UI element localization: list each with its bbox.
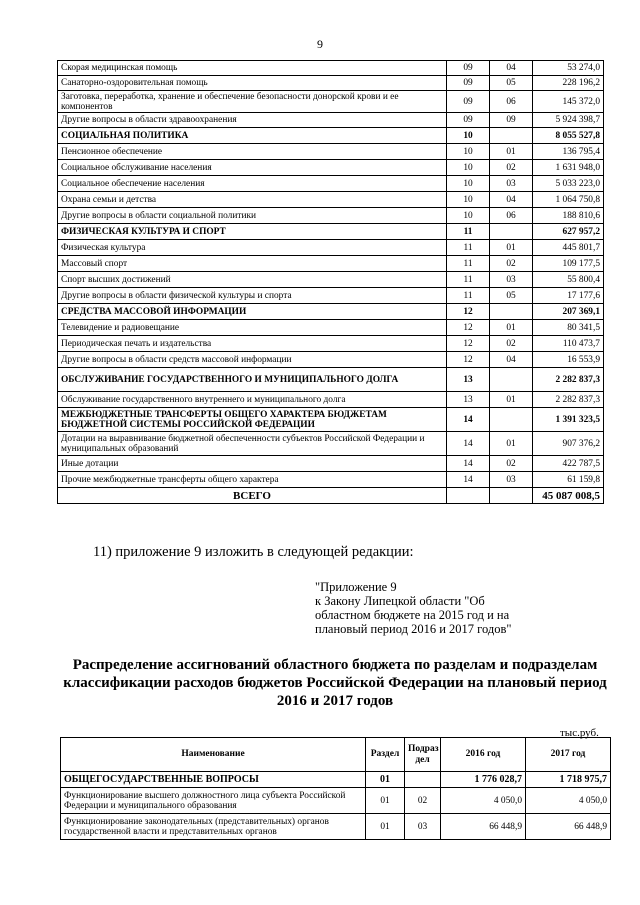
row-razdel: 12: [447, 304, 490, 320]
row-name: Физическая культура: [58, 240, 447, 256]
row-podrazdel: 06: [490, 208, 533, 224]
row-name: ФИЗИЧЕСКАЯ КУЛЬТУРА И СПОРТ: [58, 224, 447, 240]
table-row: [61, 772, 611, 788]
row-podrazdel: 02: [490, 456, 533, 472]
row-name: Другие вопросы в области здравоохранения: [58, 113, 447, 128]
row-podrazdel: 05: [490, 288, 533, 304]
row-podrazdel: [490, 224, 533, 240]
row-podrazdel: 01: [490, 320, 533, 336]
row-podrazdel: 04: [490, 61, 533, 76]
table-row: [58, 113, 604, 128]
table-row: [58, 160, 604, 176]
row-podrazdel: 01: [490, 240, 533, 256]
table-row: [61, 814, 611, 840]
row-razdel: 11: [447, 288, 490, 304]
table-row: [58, 432, 604, 456]
row-name: Функционирование высшего должностного лица субъекта Российской Федерации и муниципального образования: [61, 788, 366, 814]
row-amount: 145 372,0: [533, 91, 604, 113]
row-name: Охрана семьи и детства: [58, 192, 447, 208]
budget-table-2016-2017: [60, 737, 611, 840]
row-razdel: 10: [447, 176, 490, 192]
table-row: [58, 408, 604, 432]
row-name: Социальное обеспечение населения: [58, 176, 447, 192]
row-amount: 80 341,5: [533, 320, 604, 336]
appendix-line: к Закону Липецкой области "Об: [315, 594, 485, 608]
header-name: Наименование: [61, 738, 366, 772]
row-razdel: 11: [447, 272, 490, 288]
row-razdel: 10: [447, 208, 490, 224]
header-2017: 2017 год: [526, 738, 611, 772]
row-razdel: 01: [366, 788, 405, 814]
row-razdel: 01: [366, 772, 405, 788]
table-row: [58, 336, 604, 352]
row-amount: 1 631 948,0: [533, 160, 604, 176]
row-razdel: 09: [447, 91, 490, 113]
row-podrazdel: 02: [490, 336, 533, 352]
row-podrazdel: 09: [490, 113, 533, 128]
row-podrazdel: [490, 128, 533, 144]
table-row: [58, 76, 604, 91]
row-amount: 8 055 527,8: [533, 128, 604, 144]
appendix-line: "Приложение 9: [315, 580, 397, 594]
row-podrazdel: 06: [490, 91, 533, 113]
row-amount: 5 924 398,7: [533, 113, 604, 128]
table-row: [58, 304, 604, 320]
table-row: [58, 392, 604, 408]
table-row: [58, 320, 604, 336]
row-razdel: 14: [447, 408, 490, 432]
row-name: Телевидение и радиовещание: [58, 320, 447, 336]
row-podrazdel: [405, 772, 441, 788]
row-2017: 66 448,9: [526, 814, 611, 840]
row-name: Санаторно-оздоровительная помощь: [58, 76, 447, 91]
row-podrazdel: 05: [490, 76, 533, 91]
table-row: [61, 788, 611, 814]
row-amount: 109 177,5: [533, 256, 604, 272]
table-row: [58, 368, 604, 392]
row-podrazdel: 01: [490, 432, 533, 456]
row-razdel: 01: [366, 814, 405, 840]
row-name: Другие вопросы в области социальной политики: [58, 208, 447, 224]
row-razdel: 12: [447, 320, 490, 336]
row-amount: 53 274,0: [533, 61, 604, 76]
row-amount: 627 957,2: [533, 224, 604, 240]
row-name: Другие вопросы в области средств массовой информации: [58, 352, 447, 368]
row-amount: 1 391 323,5: [533, 408, 604, 432]
row-razdel: 09: [447, 76, 490, 91]
row-name: ОБЩЕГОСУДАРСТВЕННЫЕ ВОПРОСЫ: [61, 772, 366, 788]
row-razdel: 11: [447, 224, 490, 240]
row-razdel: 11: [447, 256, 490, 272]
empty-cell: [447, 488, 490, 504]
table-row: [58, 472, 604, 488]
row-amount: 5 033 223,0: [533, 176, 604, 192]
row-amount: 228 196,2: [533, 76, 604, 91]
row-podrazdel: 01: [490, 144, 533, 160]
row-name: Дотации на выравнивание бюджетной обеспеченности субъектов Российской Федерации и муниципальных образований: [58, 432, 447, 456]
table-row: [58, 208, 604, 224]
row-name: ОБСЛУЖИВАНИЕ ГОСУДАРСТВЕННОГО И МУНИЦИПАЛЬНОГО ДОЛГА: [58, 368, 447, 392]
row-name: Иные дотации: [58, 456, 447, 472]
empty-cell: [490, 488, 533, 504]
row-podrazdel: 02: [405, 788, 441, 814]
table-row: [58, 128, 604, 144]
row-razdel: 10: [447, 128, 490, 144]
row-amount: 2 282 837,3: [533, 392, 604, 408]
row-amount: 1 064 750,8: [533, 192, 604, 208]
appendix-reference: [315, 580, 511, 636]
row-podrazdel: 01: [490, 392, 533, 408]
row-razdel: 13: [447, 392, 490, 408]
row-podrazdel: [490, 304, 533, 320]
row-amount: 2 282 837,3: [533, 368, 604, 392]
row-name: Прочие межбюджетные трансферты общего характера: [58, 472, 447, 488]
row-amount: 207 369,1: [533, 304, 604, 320]
total-row: [58, 488, 604, 504]
table-row: [58, 192, 604, 208]
row-name: Массовый спорт: [58, 256, 447, 272]
row-razdel: 10: [447, 160, 490, 176]
row-amount: 136 795,4: [533, 144, 604, 160]
row-name: Спорт высших достижений: [58, 272, 447, 288]
row-name: Пенсионное обеспечение: [58, 144, 447, 160]
document-heading: Распределение ассигнований областного бюджета по разделам и подразделам классификации расходов бюджетов Российской Федерации на плановый период 2016 и 2017 годов: [63, 657, 607, 709]
row-podrazdel: [490, 368, 533, 392]
row-razdel: 12: [447, 352, 490, 368]
row-name: МЕЖБЮДЖЕТНЫЕ ТРАНСФЕРТЫ ОБЩЕГО ХАРАКТЕРА БЮДЖЕТАМ БЮДЖЕТНОЙ СИСТЕМЫ РОССИЙСКОЙ ФЕДЕРАЦИИ: [58, 408, 447, 432]
row-podrazdel: 04: [490, 352, 533, 368]
header-2016: 2016 год: [441, 738, 526, 772]
row-amount: 17 177,6: [533, 288, 604, 304]
table-row: [58, 272, 604, 288]
row-podrazdel: 03: [490, 272, 533, 288]
row-amount: 16 553,9: [533, 352, 604, 368]
row-razdel: 09: [447, 113, 490, 128]
row-razdel: 10: [447, 144, 490, 160]
row-name: Социальное обслуживание населения: [58, 160, 447, 176]
row-razdel: 14: [447, 472, 490, 488]
row-name: СОЦИАЛЬНАЯ ПОЛИТИКА: [58, 128, 447, 144]
row-name: Скорая медицинская помощь: [58, 61, 447, 76]
row-2016: 1 776 028,7: [441, 772, 526, 788]
row-name: Обслуживание государственного внутреннего и муниципального долга: [58, 392, 447, 408]
budget-table-continued: [57, 60, 604, 504]
header-razdel: Раздел: [366, 738, 405, 772]
row-podrazdel: 02: [490, 160, 533, 176]
total-label: ВСЕГО: [58, 488, 447, 504]
row-razdel: 11: [447, 240, 490, 256]
row-razdel: 09: [447, 61, 490, 76]
table-row: [58, 176, 604, 192]
row-name: Другие вопросы в области физической культуры и спорта: [58, 288, 447, 304]
unit-label: тыс.руб.: [560, 727, 599, 739]
row-name: СРЕДСТВА МАССОВОЙ ИНФОРМАЦИИ: [58, 304, 447, 320]
table-row: [58, 456, 604, 472]
appendix-line: областном бюджете на 2015 год и на: [315, 608, 510, 622]
row-amount: 55 800,4: [533, 272, 604, 288]
row-amount: 445 801,7: [533, 240, 604, 256]
row-name: Заготовка, переработка, хранение и обеспечение безопасности донорской крови и ее компонентов: [58, 91, 447, 113]
row-2016: 66 448,9: [441, 814, 526, 840]
row-amount: 907 376,2: [533, 432, 604, 456]
row-2016: 4 050,0: [441, 788, 526, 814]
row-podrazdel: 04: [490, 192, 533, 208]
row-razdel: 14: [447, 432, 490, 456]
page-number: 9: [317, 37, 323, 51]
appendix-line: плановый период 2016 и 2017 годов": [315, 622, 512, 636]
row-name: Функционирование законодательных (представительных) органов государственной власти и представительных органов: [61, 814, 366, 840]
row-razdel: 14: [447, 456, 490, 472]
table-row: [58, 61, 604, 76]
table-row: [58, 240, 604, 256]
row-2017: 4 050,0: [526, 788, 611, 814]
header-podrazdel: Подраз дел: [405, 738, 441, 772]
row-podrazdel: 03: [405, 814, 441, 840]
table-row: [58, 91, 604, 113]
table-row: [58, 224, 604, 240]
row-razdel: 13: [447, 368, 490, 392]
row-2017: 1 718 975,7: [526, 772, 611, 788]
table-row: [58, 144, 604, 160]
total-amount: 45 087 008,5: [533, 488, 604, 504]
row-podrazdel: [490, 408, 533, 432]
table-row: [58, 256, 604, 272]
row-amount: 61 159,8: [533, 472, 604, 488]
table-row: [58, 352, 604, 368]
instruction-text: 11) приложение 9 изложить в следующей редакции:: [93, 544, 414, 560]
table-header-row: [61, 738, 611, 772]
row-name: Периодическая печать и издательства: [58, 336, 447, 352]
row-razdel: 10: [447, 192, 490, 208]
row-amount: 188 810,6: [533, 208, 604, 224]
row-podrazdel: 03: [490, 176, 533, 192]
row-razdel: 12: [447, 336, 490, 352]
row-amount: 422 787,5: [533, 456, 604, 472]
table-row: [58, 288, 604, 304]
row-amount: 110 473,7: [533, 336, 604, 352]
row-podrazdel: 02: [490, 256, 533, 272]
row-podrazdel: 03: [490, 472, 533, 488]
